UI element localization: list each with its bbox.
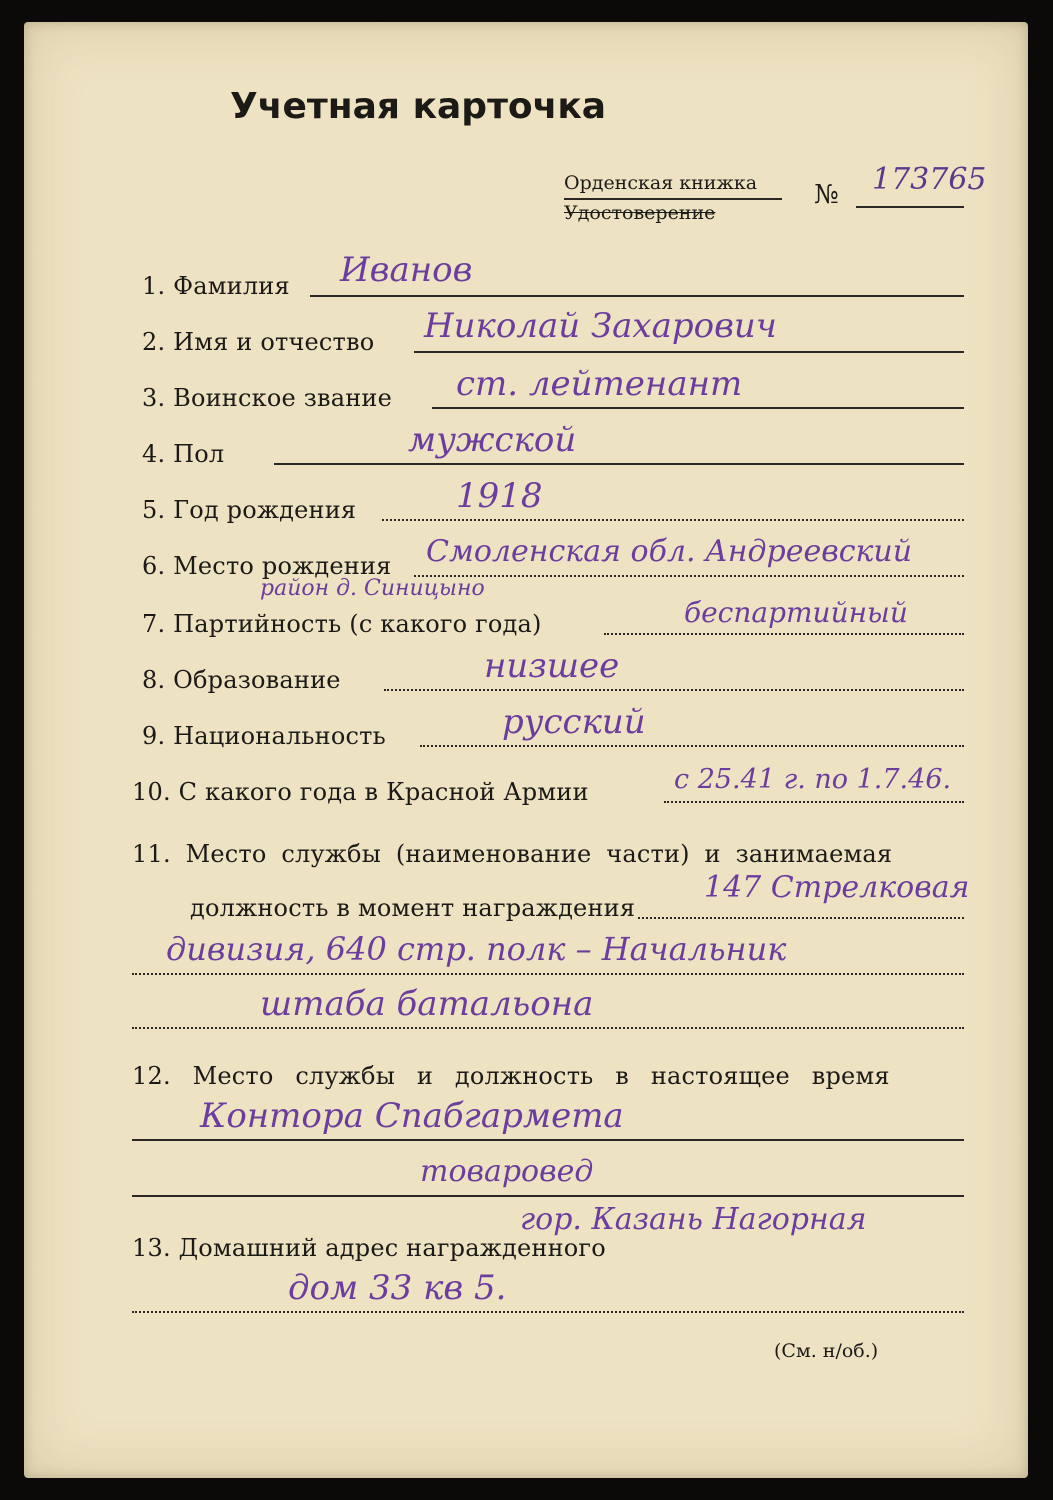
field-current-post-line-2 xyxy=(132,1195,964,1197)
field-nationality-value: русский xyxy=(502,702,646,742)
field-surname-value: Иванов xyxy=(340,250,473,290)
field-service-label-2: должность в момент награждения xyxy=(190,894,636,922)
field-name-label: 2. Имя и отчество xyxy=(142,328,375,356)
field-service-line-2 xyxy=(132,973,964,975)
field-party-label: 7. Партийность (с какого года) xyxy=(142,610,542,638)
field-birthplace-line xyxy=(414,575,964,577)
field-education-label: 8. Образование xyxy=(142,666,341,694)
field-current-post-value-1: Контора Спабгармета xyxy=(200,1096,624,1136)
number-line xyxy=(856,206,964,208)
field-current-post-value-2: товаровед xyxy=(420,1154,594,1189)
field-service-value-3: штаба батальона xyxy=(260,984,594,1024)
field-surname-label: 1. Фамилия xyxy=(142,272,290,300)
card-title: Учетная карточка xyxy=(230,86,607,127)
order-book-label: Орденская книжка xyxy=(564,172,758,194)
field-name-line xyxy=(414,351,964,353)
field-sex-label: 4. Пол xyxy=(142,440,225,468)
order-book-number: 173765 xyxy=(872,162,987,197)
field-rank-label: 3. Воинское звание xyxy=(142,384,393,412)
field-birth-year-label: 5. Год рождения xyxy=(142,496,357,524)
footer-note: (См. н/об.) xyxy=(774,1340,879,1362)
field-surname-line xyxy=(310,295,964,297)
field-education-line xyxy=(384,689,964,691)
field-birthplace-value-2: район д. Синицыно xyxy=(260,576,485,601)
field-birth-year-value: 1918 xyxy=(456,476,543,516)
field-current-post-label: 12. Место службы и должность в настоящее время xyxy=(132,1062,890,1090)
field-service-line-1 xyxy=(638,917,964,919)
registration-card xyxy=(24,22,1028,1478)
field-home-address-line xyxy=(132,1311,964,1313)
field-service-label: 11. Место службы (наименование части) и занимаемая xyxy=(132,840,893,868)
certificate-label: Удостоверение xyxy=(564,202,716,224)
field-birthplace-value: Смоленская обл. Андреевский xyxy=(426,534,913,569)
field-education-value: низшее xyxy=(484,646,620,686)
field-home-address-label: 13. Домашний адрес награжденного xyxy=(132,1234,606,1262)
field-current-post-line-1 xyxy=(132,1139,964,1141)
field-service-value-1: 147 Стрелковая xyxy=(704,870,970,905)
field-birth-year-line xyxy=(382,519,964,521)
field-army-since-value: с 25.41 г. по 1.7.46. xyxy=(674,764,952,795)
field-party-line xyxy=(604,633,964,635)
field-nationality-line xyxy=(420,745,964,747)
field-party-value: беспартийный xyxy=(684,596,908,629)
field-birthplace-label: 6. Место рождения xyxy=(142,552,392,580)
field-service-value-2: дивизия, 640 стр. полк – Начальник xyxy=(166,930,787,968)
field-sex-line xyxy=(274,463,964,465)
field-sex-value: мужской xyxy=(408,420,577,460)
field-service-line-3 xyxy=(132,1027,964,1029)
field-rank-line xyxy=(432,407,964,409)
field-army-since-label: 10. С какого года в Красной Армии xyxy=(132,778,589,806)
header-divider xyxy=(564,198,782,200)
field-home-address-value-top: гор. Казань Нагорная xyxy=(520,1202,867,1237)
number-sign: № xyxy=(814,180,839,210)
field-name-value: Николай Захарович xyxy=(424,306,777,346)
field-rank-value: ст. лейтенант xyxy=(456,364,743,404)
field-army-since-line xyxy=(664,801,964,803)
field-home-address-value: дом 33 кв 5. xyxy=(288,1268,507,1308)
field-nationality-label: 9. Национальность xyxy=(142,722,386,750)
